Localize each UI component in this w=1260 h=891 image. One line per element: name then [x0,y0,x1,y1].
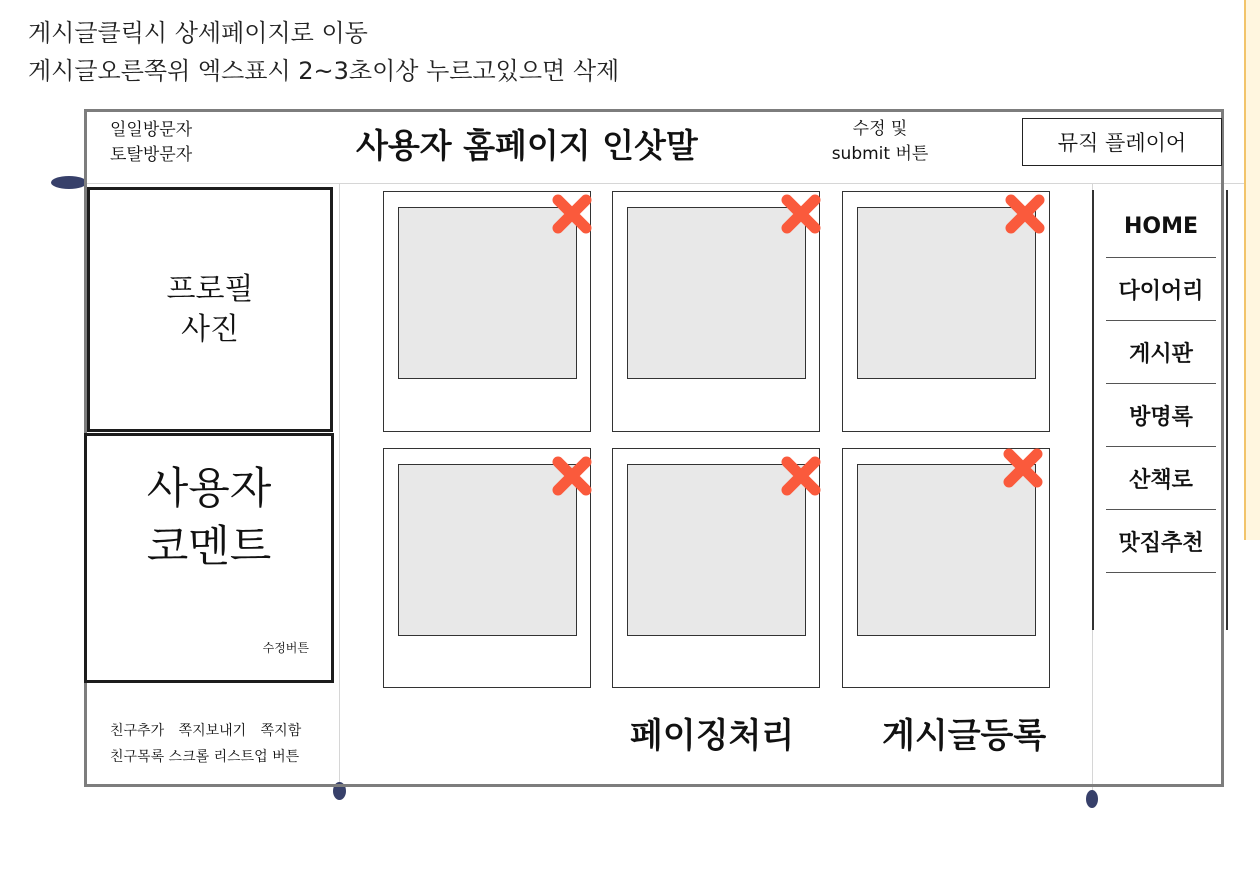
friend-add-button[interactable]: 친구추가 [110,723,165,739]
profile-photo-label-2: 사진 [181,311,239,347]
nav-item-home[interactable]: HOME [1106,195,1216,258]
side-nav [1106,195,1216,573]
post-register-button[interactable]: 게시글등록 [882,716,1047,756]
nav-item-diary[interactable]: 다이어리 [1106,258,1216,321]
note-box-button[interactable]: 쪽지함 [260,723,302,739]
nav-item-board[interactable]: 게시판 [1106,321,1216,384]
comment-edit-button[interactable]: 수정버튼 [262,641,309,655]
note-detail-navigation: 게시글클릭시 상세페이지로 이동 [28,19,368,47]
post-card[interactable] [383,448,591,688]
edit-submit-label-2: submit 버튼 [831,144,929,164]
music-player-button[interactable]: 뮤직 플레이어 [1022,118,1222,166]
user-comment-label-2: 코멘트 [146,522,272,572]
post-card[interactable] [842,448,1050,688]
guide-handle-dot [51,176,87,189]
user-comment-box [84,433,334,683]
post-card[interactable] [842,191,1050,432]
daily-visitors-label: 일일방문자 [110,120,193,140]
nav-item-restaurants[interactable]: 맛집추천 [1106,510,1216,573]
guide-handle-dot [1086,790,1098,808]
profile-photo[interactable] [87,187,333,432]
friend-actions [110,718,311,770]
page-greeting: 사용자 홈페이지 인삿말 [356,126,698,165]
user-comment-label-1: 사용자 [146,464,272,514]
delete-x-icon[interactable] [779,192,823,236]
profile-photo-label-1: 프로필 [166,271,254,307]
pagination-control[interactable]: 페이징처리 [630,716,795,756]
sticky-note-edge [1244,0,1260,540]
total-visitors-label: 토탈방문자 [110,145,193,165]
send-note-button[interactable]: 쪽지보내기 [178,723,247,739]
delete-x-icon[interactable] [1001,446,1045,490]
nav-divider-right [1226,190,1228,630]
delete-x-icon[interactable] [779,454,823,498]
nav-item-guestbook[interactable]: 방명록 [1106,384,1216,447]
nav-divider-left [1092,190,1094,630]
edit-submit-label-1: 수정 및 [852,119,908,139]
visitor-counter [110,118,192,168]
delete-x-icon[interactable] [550,454,594,498]
post-card[interactable] [612,448,820,688]
edit-submit-button[interactable] [810,117,950,167]
delete-x-icon[interactable] [550,192,594,236]
friend-list-button[interactable]: 친구목록 스크롤 리스트업 버튼 [110,749,300,765]
delete-x-icon[interactable] [1003,192,1047,236]
post-card[interactable] [383,191,591,432]
note-delete-gesture: 게시글오른쪽위 엑스표시 2~3초이상 누르고있으면 삭제 [28,57,620,85]
nav-item-walk[interactable]: 산책로 [1106,447,1216,510]
post-card[interactable] [612,191,820,432]
